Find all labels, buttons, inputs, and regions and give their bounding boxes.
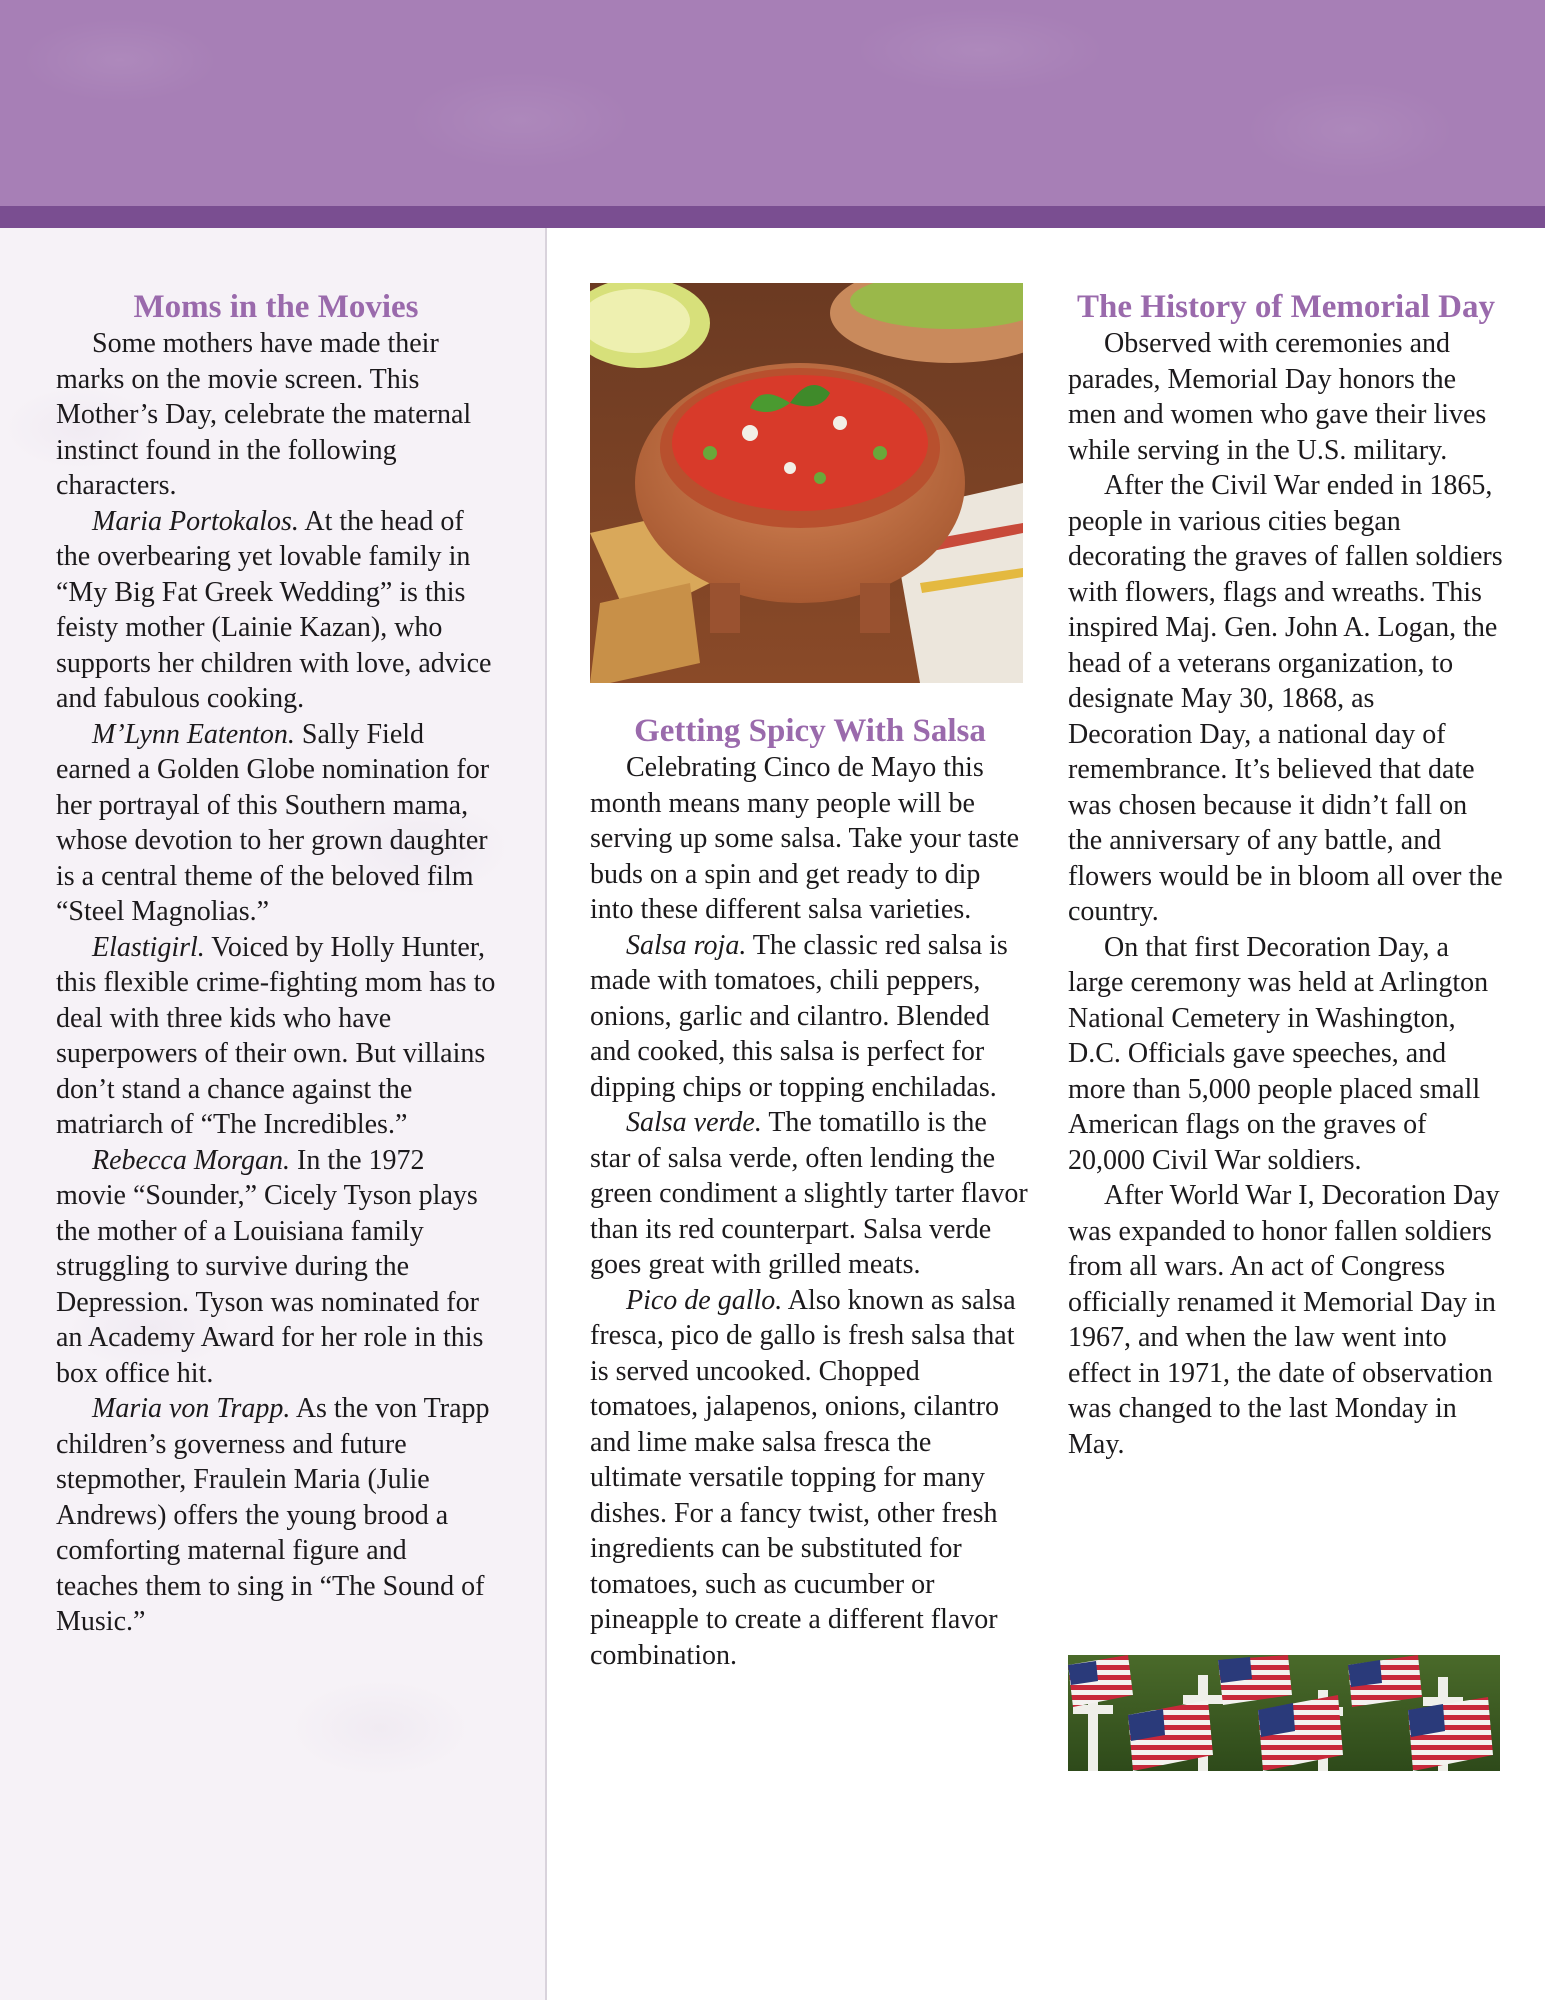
article-paragraph <box>56 930 496 1143</box>
article-paragraph: Observed with ceremonies and parades, Memorial Day honors the men and women who gave their lives while serving in the U.S. military. <box>1068 328 1487 466</box>
salsa-photo <box>590 283 1023 683</box>
paragraph-text: At the head of the overbearing yet lovable family in “My Big Fat Greek Wedding” is this feisty mother (Lainie Kazan), who supports her children with love, advice and fabulous cooking. <box>56 505 492 714</box>
article-paragraph <box>590 928 1030 1106</box>
article-paragraph: On that first Decoration Day, a large ceremony was held at Arlington National Cemetery in Washington, D.C. Officials gave speeches, and more than 5,000 people placed small American flags on the graves of 20,000 Civil War soldiers. <box>1068 931 1489 1176</box>
paragraph-text: Sally Field earned a Golden Globe nomination for her portrayal of this Southern mama, whose devotion to her grown daughter is a central theme of the beloved film “Steel Magnolias.” <box>56 718 490 927</box>
character-name: Rebecca Morgan. <box>92 1144 290 1176</box>
character-name: Elastigirl. <box>92 931 205 963</box>
article-moms-in-the-movies <box>56 288 496 1640</box>
article-paragraph <box>56 1391 496 1640</box>
header-banner-strip <box>0 206 1545 228</box>
article-heading: Getting Spicy With Salsa <box>634 713 986 749</box>
article-intro: Some mothers have made their marks on the movie screen. This Mother’s Day, celebrate the maternal instinct found in the following characters. <box>56 328 472 501</box>
header-banner <box>0 0 1545 206</box>
paragraph-text: As the von Trapp children’s governess and future stepmother, Fraulein Maria (Julie Andrews) offers the young brood a comforting maternal figure and teaches them to sing in “The Sound of Music.” <box>56 1393 490 1637</box>
paragraph-text: The classic red salsa is made with tomatoes, chili peppers, onions, garlic and cilantro. Blended and cooked, this salsa is perfect for dipping chips or topping enchiladas. <box>590 929 1008 1103</box>
article-paragraph <box>590 1283 1030 1674</box>
character-name: Maria Portokalos. <box>92 505 299 537</box>
paragraph-text: Also known as salsa fresca, pico de gallo is fresh salsa that is served uncooked. Chopped tomatoes, jalapenos, onions, cilantro and lime make salsa fresca the ultimate versatile topping for many dishes. For a fancy twist, other fresh ingredients can be substituted for tomatoes, such as cucumber or pineapple to create a different flavor combination. <box>590 1284 1016 1671</box>
character-name: Maria von Trapp. <box>92 1393 291 1424</box>
article-paragraph <box>56 504 496 717</box>
paragraph-text: Voiced by Holly Hunter, this flexible crime-fighting mom has to deal with three kids who have superpowers of their own. But villains don’t stand a chance against the matriarch of “The Incredibles.” <box>56 931 496 1140</box>
character-name: M’Lynn Eatenton. <box>92 718 295 750</box>
paragraph-text: In the 1972 movie “Sounder,” Cicely Tyson plays the mother of a Louisiana family struggling to survive during the Depression. Tyson was nominated for an Academy Award for her role in this box office hit. <box>56 1144 484 1389</box>
salsa-name: Salsa verde. <box>626 1107 762 1138</box>
salsa-name: Pico de gallo. <box>626 1284 783 1316</box>
salsa-name: Salsa roja. <box>626 929 747 961</box>
article-history-of-memorial-day <box>1068 288 1504 1462</box>
article-paragraph: After the Civil War ended in 1865, people in various cities began decorating the graves of fallen soldiers with flowers, flags and wreaths. This inspired Maj. Gen. John A. Logan, the head of a veterans organization, to designate May 30, 1868, as Decoration Day, a national day of remembrance. It’s believed that date was chosen because it didn’t fall on the anniversary of any battle, and flowers would be in bloom all over the country. <box>1068 470 1503 927</box>
article-heading: The History of Memorial Day <box>1077 289 1495 325</box>
paragraph-text: The tomatillo is the star of salsa verde, often lending the green condiment a slightly tarter flavor than its red counterpart. Salsa verde goes great with grilled meats. <box>590 1107 1028 1280</box>
article-getting-spicy-with-salsa <box>590 712 1030 1673</box>
article-paragraph: After World War I, Decoration Day was expanded to honor fallen soldiers from all wars. An act of Congress officially renamed it Memorial Day in 1967, and when the law went into effect in 1971, the date of observation was changed to the last Monday in May. <box>1068 1180 1500 1460</box>
article-paragraph <box>56 717 496 930</box>
article-intro: Celebrating Cinco de Mayo this month means many people will be serving up some salsa. Take your taste buds on a spin and get ready to dip into these different salsa varieties. <box>590 752 1020 925</box>
memorial-flags-photo <box>1068 1655 1500 1771</box>
article-paragraph <box>590 1105 1030 1283</box>
article-paragraph <box>56 1143 496 1392</box>
article-heading: Moms in the Movies <box>133 289 419 325</box>
